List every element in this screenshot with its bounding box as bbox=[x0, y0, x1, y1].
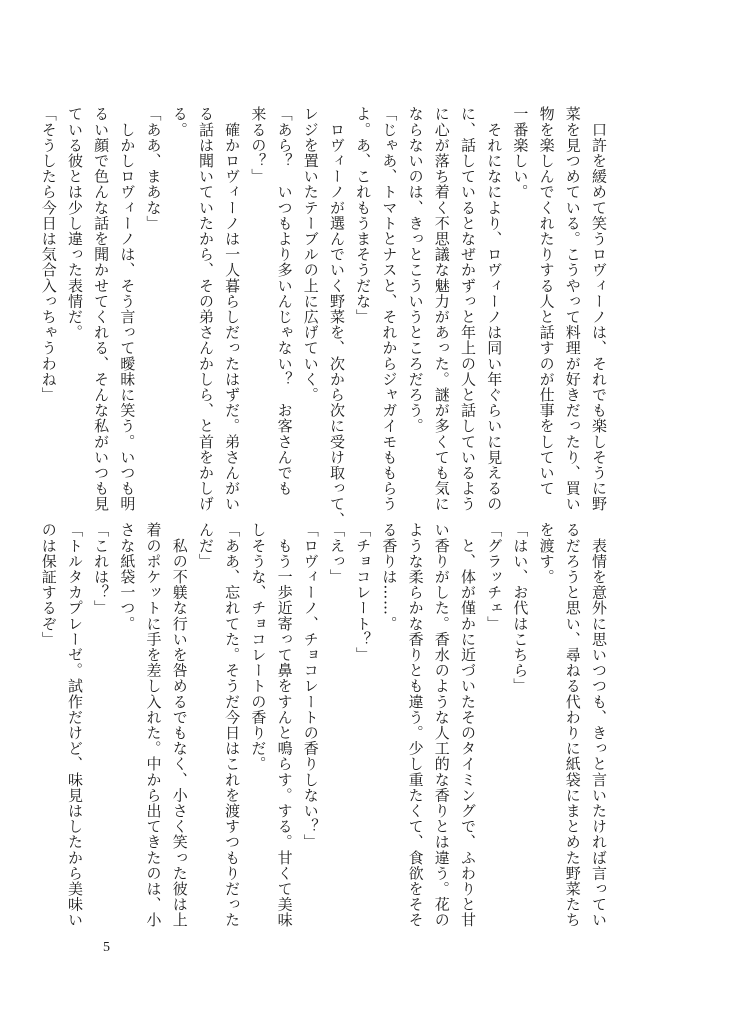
text-block-lower bbox=[36, 522, 612, 928]
text-line: 「これは？」 bbox=[92, 522, 111, 616]
text-line: に心が落ち着く不思議な魅力があった。謎が多くても気に bbox=[432, 106, 451, 512]
text-line: 「ロヴィーノ、チョコレートの香りしない？」 bbox=[301, 522, 320, 850]
text-line: る話は聞いていたから、その弟さんかしら、と首をかしげ bbox=[196, 106, 215, 512]
text-line: しかしロヴィーノは、そう言って曖昧に笑う。いつも明 bbox=[118, 106, 137, 512]
text-line: 表情を意外に思いつつも、きっと言いたければ言ってい bbox=[590, 522, 608, 928]
text-line: ならないのは、きっとこういうところだろう。 bbox=[406, 106, 425, 434]
text-line: さな紙袋一つ。 bbox=[118, 522, 137, 632]
text-line: 一番楽しい。 bbox=[511, 106, 530, 200]
text-line: 菜を見つめている。こうやって料理が好きだったり、買い bbox=[563, 106, 582, 512]
text-line: ような柔らかな香りとも違う。少し重たくて、食欲をそそ bbox=[406, 522, 425, 928]
text-line: 「そうしたら今日は気合入っちゃうわね」 bbox=[39, 106, 58, 403]
text-line: るだろうと思い、尋ねる代わりに紙袋にまとめた野菜たち bbox=[563, 522, 582, 928]
text-line: しそうな、チョコレートの香りだ。 bbox=[249, 522, 268, 772]
page-number: 5 bbox=[103, 940, 110, 955]
text-line: い香りがした。香水のような人工的な香りとは違う。花の bbox=[432, 522, 451, 928]
text-line: 「えっ」 bbox=[327, 522, 346, 585]
text-line: もう一歩近寄って鼻をすんと鳴らす。する。甘くて美味 bbox=[275, 522, 294, 928]
text-line: レジを置いたテーブルの上に広げていく。 bbox=[301, 106, 320, 403]
text-line: に、話しているとなぜかずっと年上の人と話しているよう bbox=[458, 106, 477, 512]
text-line: 「はい、お代はこちら」 bbox=[511, 522, 530, 694]
text-block-upper bbox=[36, 106, 612, 528]
text-line: 着のポケットに手を差し入れた。中から出てきたのは、小 bbox=[144, 522, 163, 928]
text-line: 「ああ、忘れてた。そうだ今日はこれを渡すつもりだった bbox=[223, 522, 242, 928]
text-line: 来るの？」 bbox=[249, 106, 268, 184]
text-line: んだ」 bbox=[196, 522, 215, 569]
text-line: 「チョコレート？」 bbox=[354, 522, 373, 663]
text-line: 確かロヴィーノは一人暮らしだったはずだ。弟さんがい bbox=[223, 106, 242, 512]
text-line: るい顔で色んな話を聞かせてくれる、そんな私がいつも見 bbox=[92, 106, 111, 512]
text-line: のは保証するぞ」 bbox=[39, 522, 58, 647]
text-line: 「グラッチェ」 bbox=[485, 522, 504, 632]
text-line: よ。あ、これもうまそうだな」 bbox=[354, 106, 373, 325]
text-line: る香りは……。 bbox=[380, 522, 399, 632]
text-line: る。 bbox=[170, 106, 189, 138]
text-line: 「じゃあ、トマトとナスと、それからジャガイモももらう bbox=[380, 106, 399, 512]
text-line: 口許を緩めて笑うロヴィーノは、それでも楽しそうに野 bbox=[590, 106, 608, 512]
text-line: 物を楽しんでくれたりする人と話すのが仕事をしていて bbox=[537, 106, 556, 496]
text-line: 「ああ、まあな」 bbox=[144, 106, 163, 231]
text-line: 私の不躾な行いを咎めるでもなく、小さく笑った彼は上 bbox=[170, 522, 189, 928]
text-line: ている彼とは少し違った表情だ。 bbox=[65, 106, 84, 340]
text-line: を渡す。 bbox=[537, 522, 556, 585]
text-line: それになにより、ロヴィーノは同い年ぐらいに見えるの bbox=[485, 106, 504, 512]
text-line: 「あら？ いつもより多いんじゃない？ お客さんでも bbox=[275, 106, 294, 496]
text-line: と、体が僅かに近づいたそのタイミングで、ふわりと甘 bbox=[458, 522, 477, 928]
text-line: 「トルタカプレーゼ。試作だけど、味見はしたから美味い bbox=[65, 522, 84, 928]
text-line: ロヴィーノが選んでいく野菜を、次から次に受け取って、 bbox=[327, 106, 346, 528]
